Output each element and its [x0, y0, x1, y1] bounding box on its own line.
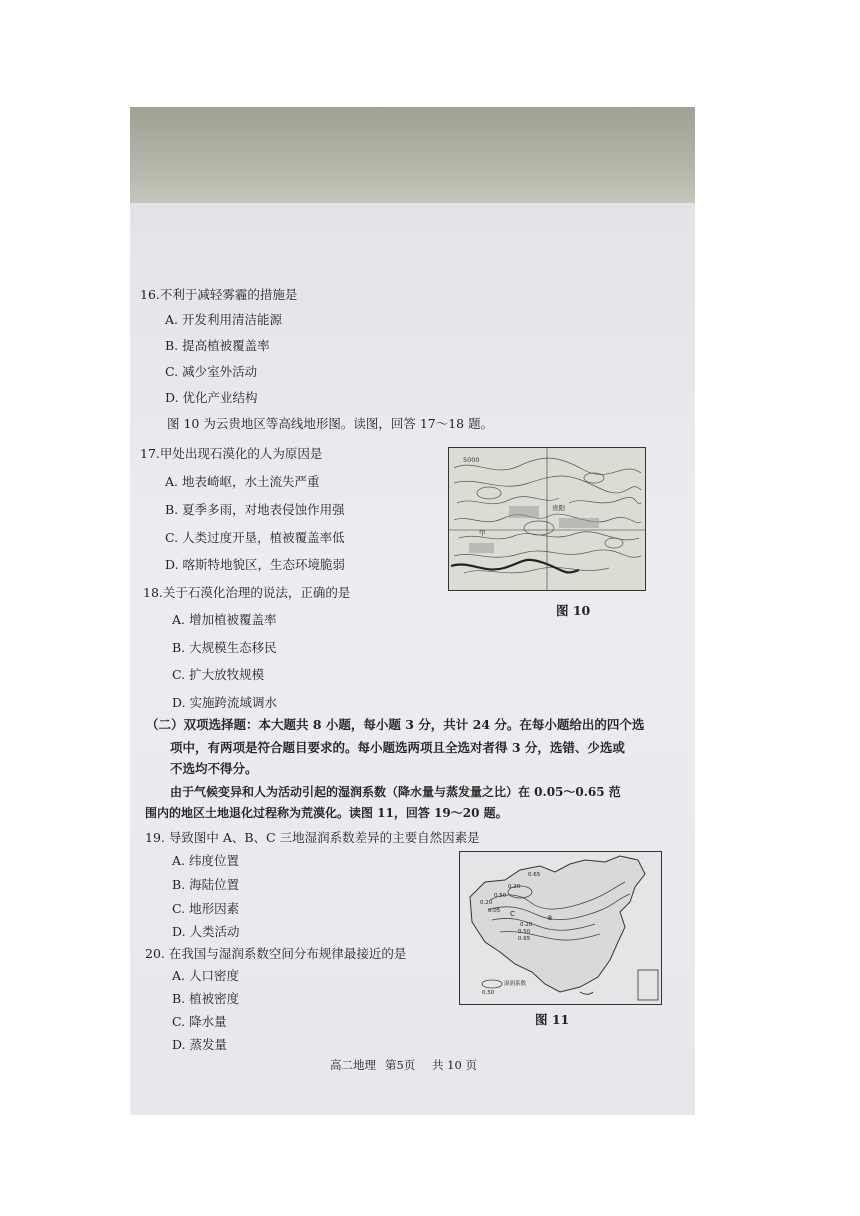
q18-option-b: B. 大规模生态移民 — [172, 640, 277, 655]
figure-10-caption: 图 10 — [556, 603, 591, 618]
section2-heading-line2: 项中，有两项是符合题目要求的。每小题选两项且全选对者得 3 分，选错、少选或 — [170, 740, 625, 755]
fig11-label-065: 0.65 — [528, 872, 541, 878]
q16-option-a: A. 开发利用清洁能源 — [165, 312, 282, 327]
fig11-label-065b: 0.65 — [518, 936, 531, 942]
china-humidity-map — [460, 852, 661, 1004]
q19-option-a: A. 纬度位置 — [172, 853, 239, 868]
fig11-label-c: C — [510, 910, 515, 918]
fig11-label-020c: 0.20 — [520, 922, 533, 928]
q17-stem: 17.甲处出现石漠化的人为原因是 — [140, 446, 323, 461]
q19-option-d: D. 人类活动 — [172, 924, 240, 939]
section2-heading-line1: （二）双项选择题：本大题共 8 小题，每小题 3 分，共计 24 分。在每小题给出的四个选 — [146, 717, 645, 732]
footer-subject: 高二地理 — [330, 1058, 376, 1072]
contour-map-drawing — [449, 448, 645, 590]
q19-option-c: C. 地形因素 — [172, 901, 240, 916]
fig11-label-020b: 0.20 — [480, 900, 493, 906]
fig10-jia-label: 甲 — [479, 529, 486, 537]
fig11-label-005: 0.05 — [488, 908, 501, 914]
fig11-label-050b: 0.50 — [518, 929, 531, 935]
fig11-label-b: B — [548, 915, 553, 922]
intro-19-20-line2: 围内的地区土地退化过程称为荒漠化。读图 11，回答 19～20 题。 — [145, 806, 508, 820]
fig11-label-050a: 0.50 — [494, 893, 507, 899]
fig11-legend-value: 0.50 — [482, 990, 495, 996]
q17-option-c: C. 人类过度开垦，植被覆盖率低 — [165, 530, 345, 545]
q18-option-d: D. 实施跨流域调水 — [172, 695, 278, 710]
fig11-legend-label: 湿润系数 — [504, 981, 527, 987]
footer-total: 共 10 页 — [432, 1058, 477, 1072]
q18-stem: 18.关于石漠化治理的说法，正确的是 — [143, 585, 351, 600]
q16-option-c: C. 减少室外活动 — [165, 364, 258, 379]
q18-option-c: C. 扩大放牧规模 — [172, 667, 265, 682]
q16-option-b: B. 提高植被覆盖率 — [165, 338, 270, 353]
section2-heading-line3: 不选均不得分。 — [170, 761, 258, 776]
q20-option-c: C. 降水量 — [172, 1014, 227, 1029]
q20-option-b: B. 植被密度 — [172, 991, 240, 1006]
q18-option-a: A. 增加植被覆盖率 — [172, 612, 277, 627]
q20-option-d: D. 蒸发量 — [172, 1037, 228, 1052]
q17-option-d: D. 喀斯特地貌区，生态环境脆弱 — [165, 557, 346, 572]
figure-10-contour-map — [448, 447, 646, 591]
fig10-intro: 图 10 为云贵地区等高线地形图。读图，回答 17～18 题。 — [167, 416, 494, 431]
q20-option-a: A. 人口密度 — [172, 968, 239, 983]
q17-option-a: A. 地表崎岖，水土流失严重 — [165, 474, 320, 489]
fig10-place-label: 贵阳 — [552, 504, 565, 512]
figure-11-china-map — [459, 851, 662, 1005]
q20-stem: 20. 在我国与湿润系数空间分布规律最接近的是 — [145, 946, 407, 961]
fig10-contour-label: 5000 — [463, 456, 480, 464]
table-surface — [130, 107, 695, 203]
q19-option-b: B. 海陆位置 — [172, 877, 240, 892]
intro-19-20-line1: 由于气候变异和人为活动引起的湿润系数（降水量与蒸发量之比）在 0.05～0.65 范 — [170, 785, 621, 799]
footer-page: 第5页 — [385, 1058, 416, 1072]
fig11-label-020a: 0.20 — [508, 884, 521, 890]
q16-option-d: D. 优化产业结构 — [165, 390, 258, 405]
q17-option-b: B. 夏季多雨，对地表侵蚀作用强 — [165, 502, 345, 517]
q16-stem: 16.不利于减轻雾霾的措施是 — [140, 287, 298, 302]
figure-11-caption: 图 11 — [535, 1012, 570, 1027]
q19-stem: 19. 导致图中 A、B、C 三地湿润系数差异的主要自然因素是 — [145, 830, 480, 845]
